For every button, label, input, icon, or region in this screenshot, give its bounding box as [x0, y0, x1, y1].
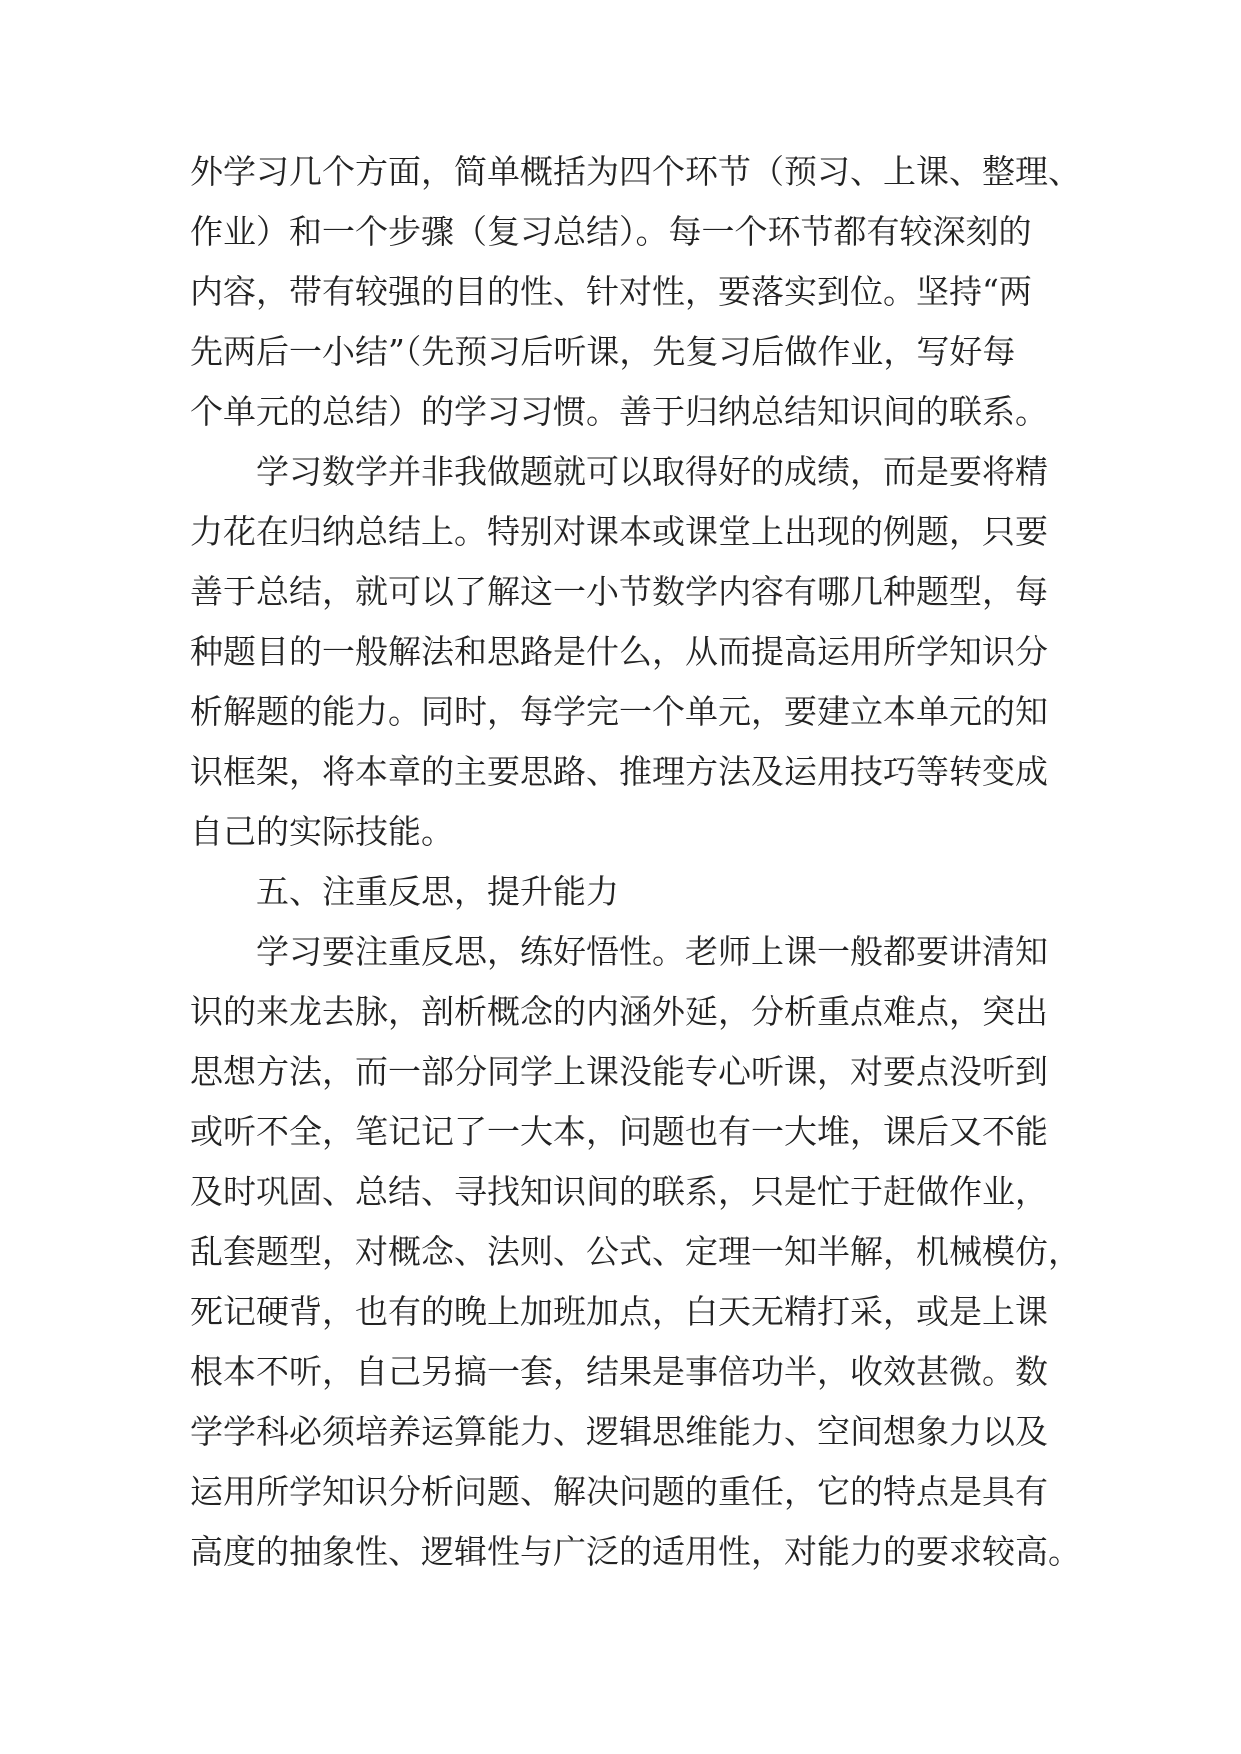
- text-line: 或听不全，笔记记了一大本，问题也有一大堆，课后又不能: [190, 1112, 1048, 1151]
- text-line: 运用所学知识分析问题、解决问题的重任，它的特点是具有: [190, 1472, 1048, 1511]
- text-line: 外学习几个方面，简单概括为四个环节（预习、上课、整理、: [190, 152, 1081, 191]
- text-line: 乱套题型，对概念、法则、公式、定理一知半解，机械模仿，: [190, 1232, 1081, 1271]
- text-line: 识框架，将本章的主要思路、推理方法及运用技巧等转变成: [190, 752, 1048, 791]
- text-line: 识的来龙去脉，剖析概念的内涵外延，分析重点难点，突出: [190, 992, 1048, 1031]
- text-line: 及时巩固、总结、寻找知识间的联系，只是忙于赶做作业，: [190, 1172, 1048, 1211]
- text-line: 根本不听，自己另搞一套，结果是事倍功半，收效甚微。数: [190, 1352, 1048, 1391]
- text-line: 自己的实际技能。: [190, 812, 454, 851]
- paragraph-first-line: 学习要注重反思，练好悟性。老师上课一般都要讲清知: [256, 932, 1048, 971]
- text-line: 作业）和一个步骤（复习总结）。每一个环节都有较深刻的: [190, 212, 1032, 251]
- text-line: 死记硬背，也有的晚上加班加点，白天无精打采，或是上课: [190, 1292, 1048, 1331]
- text-line: 个单元的总结）的学习习惯。善于归纳总结知识间的联系。: [190, 392, 1048, 431]
- text-line: 种题目的一般解法和思路是什么，从而提高运用所学知识分: [190, 632, 1048, 671]
- text-line: 高度的抽象性、逻辑性与广泛的适用性，对能力的要求较高。: [190, 1532, 1081, 1571]
- paragraph-first-line: 学习数学并非我做题就可以取得好的成绩，而是要将精: [256, 452, 1048, 491]
- text-line: 析解题的能力。同时，每学完一个单元，要建立本单元的知: [190, 692, 1048, 731]
- text-line: 学学科必须培养运算能力、逻辑思维能力、空间想象力以及: [190, 1412, 1048, 1451]
- text-line: 先两后一小结”（先预习后听课，先复习后做作业，写好每: [190, 332, 1016, 371]
- text-line: 力花在归纳总结上。特别对课本或课堂上出现的例题，只要: [190, 512, 1048, 551]
- section-heading: 五、注重反思，提升能力: [256, 872, 619, 911]
- text-line: 内容，带有较强的目的性、针对性，要落实到位。坚持“两: [190, 272, 1032, 311]
- text-line: 善于总结，就可以了解这一小节数学内容有哪几种题型，每: [190, 572, 1048, 611]
- text-line: 思想方法，而一部分同学上课没能专心听课，对要点没听到: [190, 1052, 1048, 1091]
